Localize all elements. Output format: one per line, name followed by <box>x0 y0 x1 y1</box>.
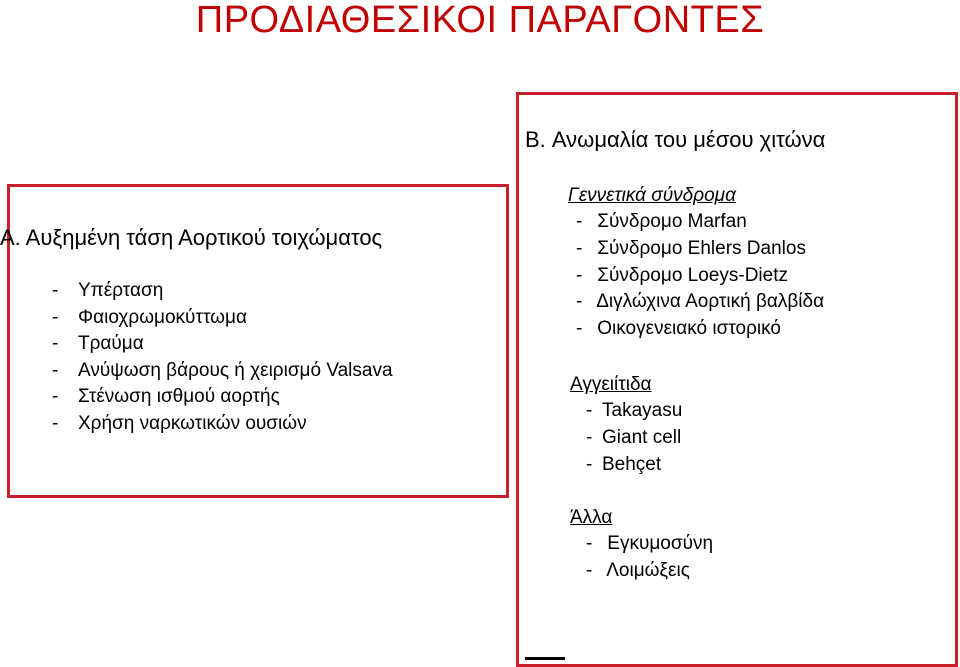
section-b-heading: B. Ανωμαλία του μέσου χιτώνα <box>525 127 826 152</box>
other-title: Άλλα <box>570 507 613 528</box>
list-item: - Οικογενειακό ιστορικό <box>576 318 781 340</box>
page-title: ΠΡΟΔΙΑΘΕΣΙΚΟΙ ΠΑΡΑΓΟΝΤΕΣ <box>195 0 765 41</box>
section-a-heading: Α. Αυξημένη τάση Αορτικού τοιχώματος <box>0 225 383 250</box>
vasculitis-list <box>586 398 682 478</box>
list-item: - Τραύμα <box>52 333 144 354</box>
list-item: - Στένωση ισθμού αορτής <box>52 386 280 407</box>
list-item: - Ανύψωση βάρους ή χειρισμό Valsava <box>52 359 393 381</box>
list-item: - Σύνδρομο Ehlers Danlos <box>576 237 806 259</box>
vasculitis-title: Αγγειίτιδα <box>570 374 652 395</box>
list-item: - Εγκυμοσύνη <box>586 533 714 554</box>
list-item: - Χρήση ναρκωτικών ουσιών <box>52 412 307 434</box>
other-list <box>586 531 713 585</box>
vasculitis-section <box>570 372 682 478</box>
genetic-syndromes-title: Γεννετικά σύνδρομα <box>568 185 736 206</box>
list-item: - Διγλώχινα Αορτική βαλβίδα <box>576 291 825 313</box>
section-a-list <box>52 278 393 437</box>
list-item: - Behçet <box>586 453 662 475</box>
list-item: - Giant cell <box>586 426 682 448</box>
genetic-syndromes-list <box>576 209 824 343</box>
list-item: - Φαιοχρωμοκύττωμα <box>52 306 247 328</box>
list-item: - Υπέρταση <box>52 280 164 301</box>
list-item: - Λοιμώξεις <box>586 559 690 581</box>
other-section <box>570 505 713 585</box>
list-item: - Σύνδρομο Loeys-Dietz <box>576 264 788 286</box>
genetic-syndromes-section <box>568 183 824 343</box>
footer-divider <box>525 657 565 660</box>
list-item: - Σύνδρομο Marfan <box>576 211 747 232</box>
list-item: - Takayasu <box>586 400 683 421</box>
